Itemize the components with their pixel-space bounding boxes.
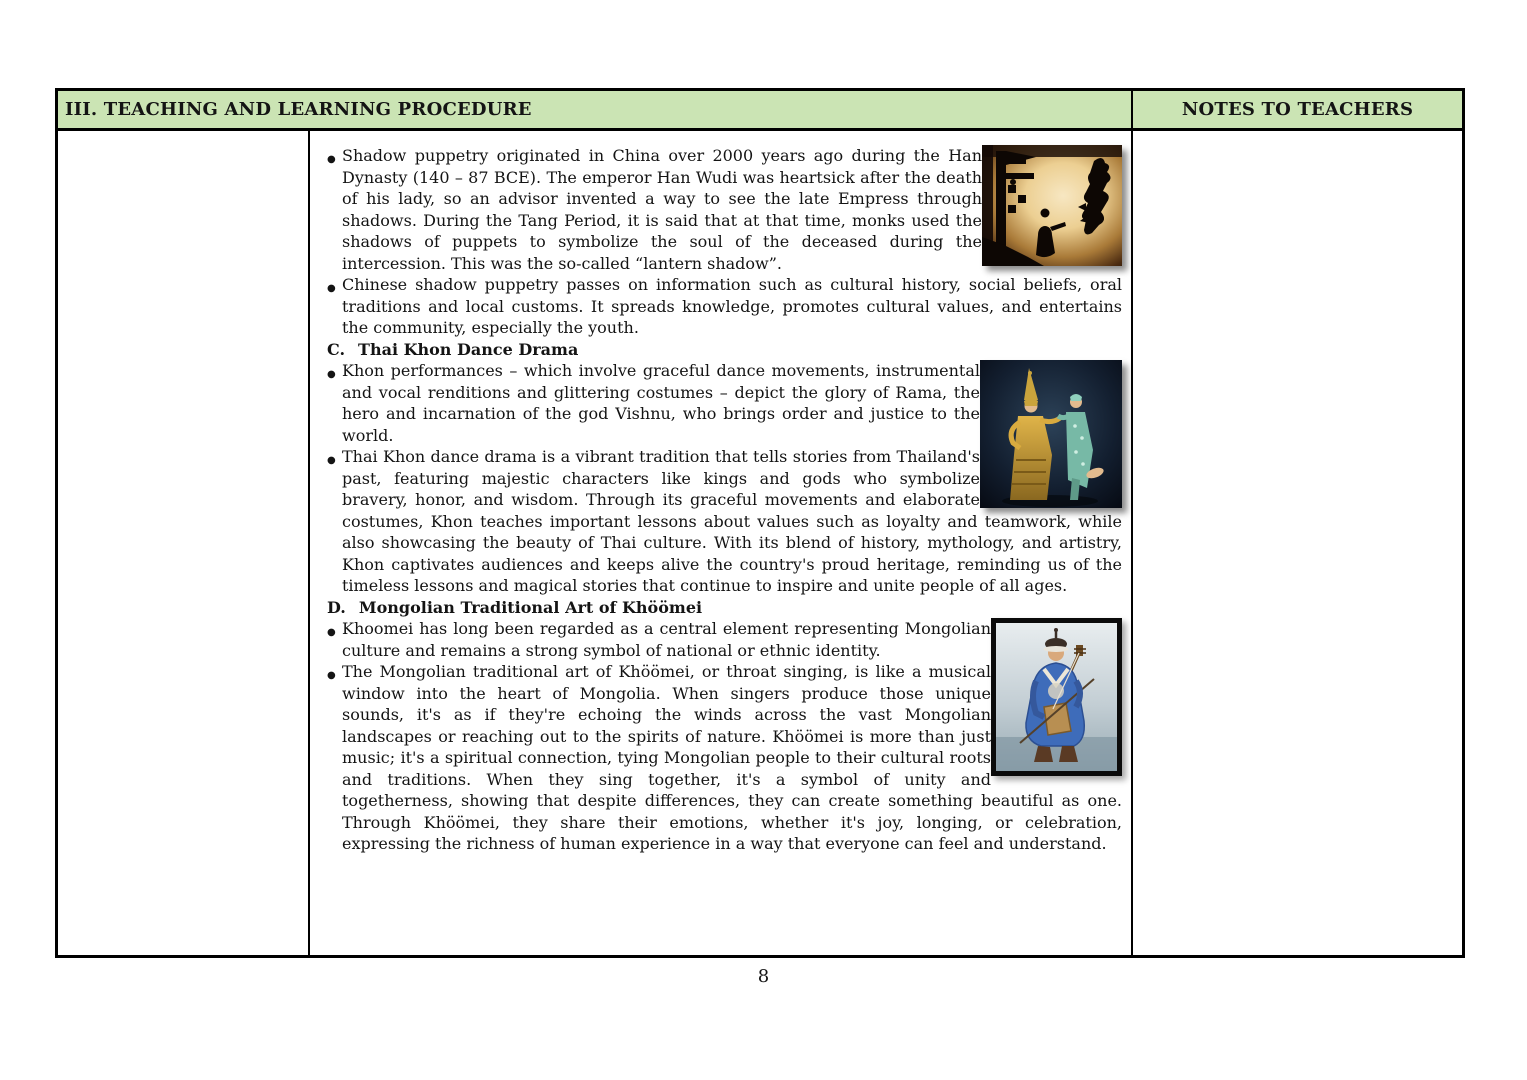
- heading-khoomei-title: Mongolian Traditional Art of Khöömei: [358, 597, 703, 617]
- bullet-shadow-origin: ● Shadow puppetry originated in China over 2000 years ago during the Han Dynasty (140 – 87 BCE). The emperor Han Wudi was heartsick after the death of his lady, so an advisor invented a way to see the late Empress through shadows. During the Tang Period, it is said that at that time, monks used the shadows of puppets to symbolize the soul of the deceased during the intercession. This was the so-called “lantern shadow”.: [327, 145, 1122, 274]
- header-cell-notes: NOTES TO TEACHERS: [1181, 99, 1414, 120]
- table-body-row: [58, 131, 1462, 955]
- bullet-khon-performances: ● Khon performances – which involve graceful dance movements, instrumental and vocal renditions and glittering costumes – depict the glory of Rama, the hero and incarnation of the god Vishnu, who brings order and justice to the world.: [327, 360, 1122, 446]
- lesson-plan-table: [55, 88, 1465, 958]
- table-header-row: [58, 91, 1462, 131]
- bullet-khon-tradition: ● Thai Khon dance drama is a vibrant tradition that tells stories from Thailand's past, featuring majestic characters like kings and gods who symbolize bravery, honor, and wisdom. Through its graceful movements and elaborate costumes, Khon teaches important lessons about values such as loyalty and teamwork, while also showcasing the beauty of Thai culture. With its blend of history, mythology, and artistry, Khon captivates audiences and keeps alive the country's proud heritage, reminding us of the timeless lessons and magical stories that continue to inspire and unite people of all ages.: [327, 446, 1122, 597]
- heading-thai-khon-title: Thai Khon Dance Drama: [358, 339, 579, 359]
- bullet-khoomei-identity: ● Khoomei has long been regarded as a central element representing Mongolian culture and remains a strong symbol of national or ethnic identity.: [327, 618, 1122, 661]
- procedure-content-column: [310, 131, 1133, 955]
- heading-khoomei: [327, 597, 1122, 619]
- heading-thai-khon-letter: C.: [327, 339, 346, 359]
- notes-to-teachers-column: [1133, 131, 1462, 955]
- heading-khoomei-letter: D.: [327, 597, 346, 617]
- heading-thai-khon: [327, 339, 1122, 361]
- header-cell-procedure: III. TEACHING AND LEARNING PROCEDURE: [58, 91, 1133, 128]
- left-empty-column: [58, 131, 310, 955]
- bullet-khoomei-throat-singing: ● The Mongolian traditional art of Khöömei, or throat singing, is like a musical window into the heart of Mongolia. When singers produce those unique sounds, it's as if they're echoing the winds across the vast Mongolian landscapes or reaching out to the spirits of nature. Khöömei is more than just music; it's a spiritual connection, tying Mongolian people to their cultural roots and traditions. When they sing together, it's a symbol of unity and togetherness, showing that despite differences, they can create something beautiful as one. Through Khöömei, they share their emotions, whether it's joy, longing, or celebration, expressing the richness of human experience in a way that everyone can feel and understand.: [327, 661, 1122, 855]
- page-number: 8: [757, 966, 770, 987]
- bullet-shadow-culture: ● Chinese shadow puppetry passes on information such as cultural history, social beliefs, oral traditions and local customs. It spreads knowledge, promotes cultural values, and entertains the community, especially the youth.: [327, 274, 1122, 339]
